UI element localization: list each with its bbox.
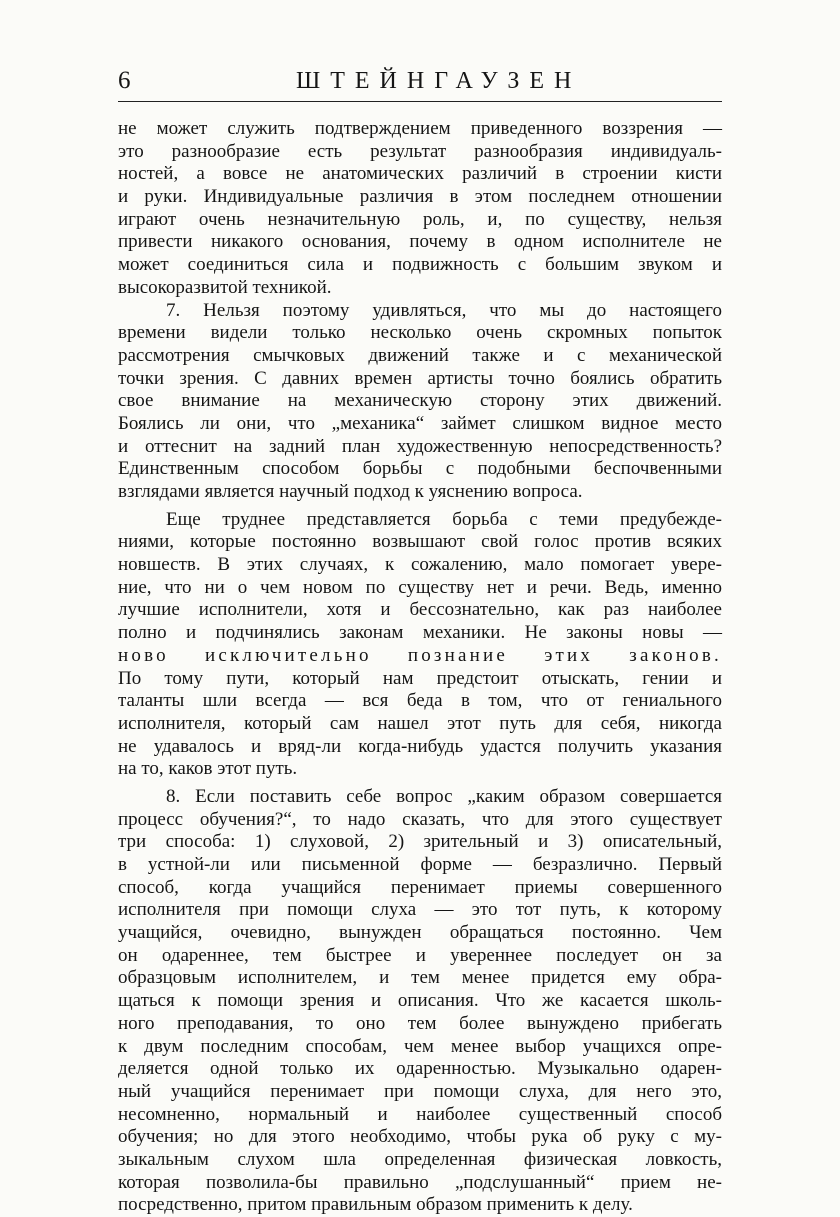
paragraph: [118, 118, 722, 300]
page-header: [118, 64, 722, 104]
text-line: посредственно, притом правильным образом применить к делу.: [118, 1194, 633, 1216]
text-line: обучения; но для этого необходимо, чтобы рука об руку с му-: [118, 1126, 722, 1148]
text-line: способ, когда учащийся перенимает приемы совершенного: [118, 876, 722, 898]
text-line: Боялись ли они, что „механика“ займет слишком видное место: [118, 412, 722, 434]
header-rule: [118, 101, 722, 102]
text-line: высокоразвитой техникой.: [118, 276, 332, 298]
text-line: учащийся, очевидно, вынужден обращаться постоянно. Чем: [118, 922, 722, 944]
paragraph: [118, 786, 722, 1217]
text-line: деляется одной только их одаренностью. Музыкально одарен-: [118, 1058, 722, 1080]
text-line: и оттеснит на задний план художественную непосредственность?: [118, 435, 722, 457]
text-line: может соединиться сила и подвижность с большим звуком и: [118, 254, 722, 276]
text-line: играют очень незначительную роль, и, по существу, нельзя: [118, 208, 722, 230]
text-line: времени видели только несколько очень скромных попыток: [118, 322, 722, 344]
text-line: и руки. Индивидуальные различия в этом последнем отношении: [118, 186, 722, 208]
text-line: три способа: 1) слуховой, 2) зрительный и 3) описательный,: [118, 831, 722, 853]
text-line: лучшие исполнители, хотя и бессознательно, как раз наиболее: [118, 599, 722, 621]
text-line: процесс обучения?“, то надо сказать, что для этого существует: [118, 808, 722, 830]
text-line: привести никакого основания, почему в одном исполнителе не: [118, 231, 722, 253]
text-line: к двум последним способам, чем менее выбор учащихся опре-: [118, 1035, 722, 1057]
running-title: ШТЕЙНГАУЗЕН: [296, 68, 582, 94]
text-line: ного преподавания, то оно тем более вынуждено прибегать: [118, 1012, 722, 1034]
text-line: исполнителя, который сам нашел этот путь для себя, никогда: [118, 712, 722, 734]
text-line: в устной-ли или письменной форме — безразлично. Первый: [118, 854, 722, 875]
text-line: По тому пути, который нам предстоит отыскать, гении и: [118, 667, 722, 689]
text-line: таланты шли всегда — вся беда в том, что от гениального: [118, 690, 722, 712]
text-line: Еще труднее представляется борьба с теми предубежде-: [166, 508, 722, 530]
text-line: ниями, которые постоянно возвышают свой голос против всяких: [118, 531, 722, 553]
text-line: Единственным способом борьбы с подобными беспочвенными: [118, 458, 722, 480]
page-body: [118, 118, 722, 1217]
text-line: ный учащийся перенимает при помощи слуха, для него это,: [118, 1080, 722, 1102]
text-line: свое внимание на механическую сторону этих движений.: [118, 390, 722, 412]
text-line: 7. Нельзя поэтому удивляться, что мы до настоящего: [166, 299, 722, 321]
page-number: 6: [118, 67, 131, 94]
text-line: полно и подчинялись законам механики. Не законы новы —: [118, 622, 722, 644]
text-line: ностей, а вовсе не анатомических различий в строении кисти: [118, 163, 722, 185]
paragraph: [118, 300, 722, 504]
text-line: ново исключительно познание этих законов.: [118, 644, 722, 666]
text-line: зыкальным слухом шла определенная физическая ловкость,: [118, 1148, 722, 1170]
text-line: точки зрения. С давних времен артисты точно боялись обратить: [118, 367, 722, 389]
paragraph: [118, 509, 722, 781]
text-line: взглядами является научный подход к уяснению вопроса.: [118, 481, 583, 502]
text-line: образцовым исполнителем, и тем менее придется ему обра-: [118, 967, 722, 989]
text-line: щаться к помощи зрения и описания. Что же касается школь-: [118, 990, 722, 1012]
text-line: это разнообразие есть результат разнообразия индивидуаль-: [118, 140, 722, 162]
text-line: на то, каков этот путь.: [118, 758, 298, 780]
text-line: 8. Если поставить себе вопрос „каким образом совершается: [166, 785, 722, 807]
text-line: не может служить подтверждением приведенного воззрения —: [118, 118, 722, 139]
text-line: которая позволила-бы правильно „подслушанный“ прием не-: [118, 1171, 722, 1193]
text-line: исполнителя при помощи слуха — это тот путь, к которому: [118, 899, 722, 921]
text-line: новшеств. В этих случаях, к сожалению, мало помогает увере-: [118, 554, 722, 576]
text-line: не удавалось и вряд-ли когда-нибудь удастся получить указания: [118, 735, 722, 757]
text-line: рассмотрения смычковых движений также и с механической: [118, 344, 722, 366]
text-line: несомненно, нормальный и наиболее существенный способ: [118, 1103, 722, 1125]
text-line: он одареннее, тем быстрее и увереннее последует он за: [118, 944, 722, 966]
text-line: ние, что ни о чем новом по существу нет и речи. Ведь, именно: [118, 576, 722, 598]
